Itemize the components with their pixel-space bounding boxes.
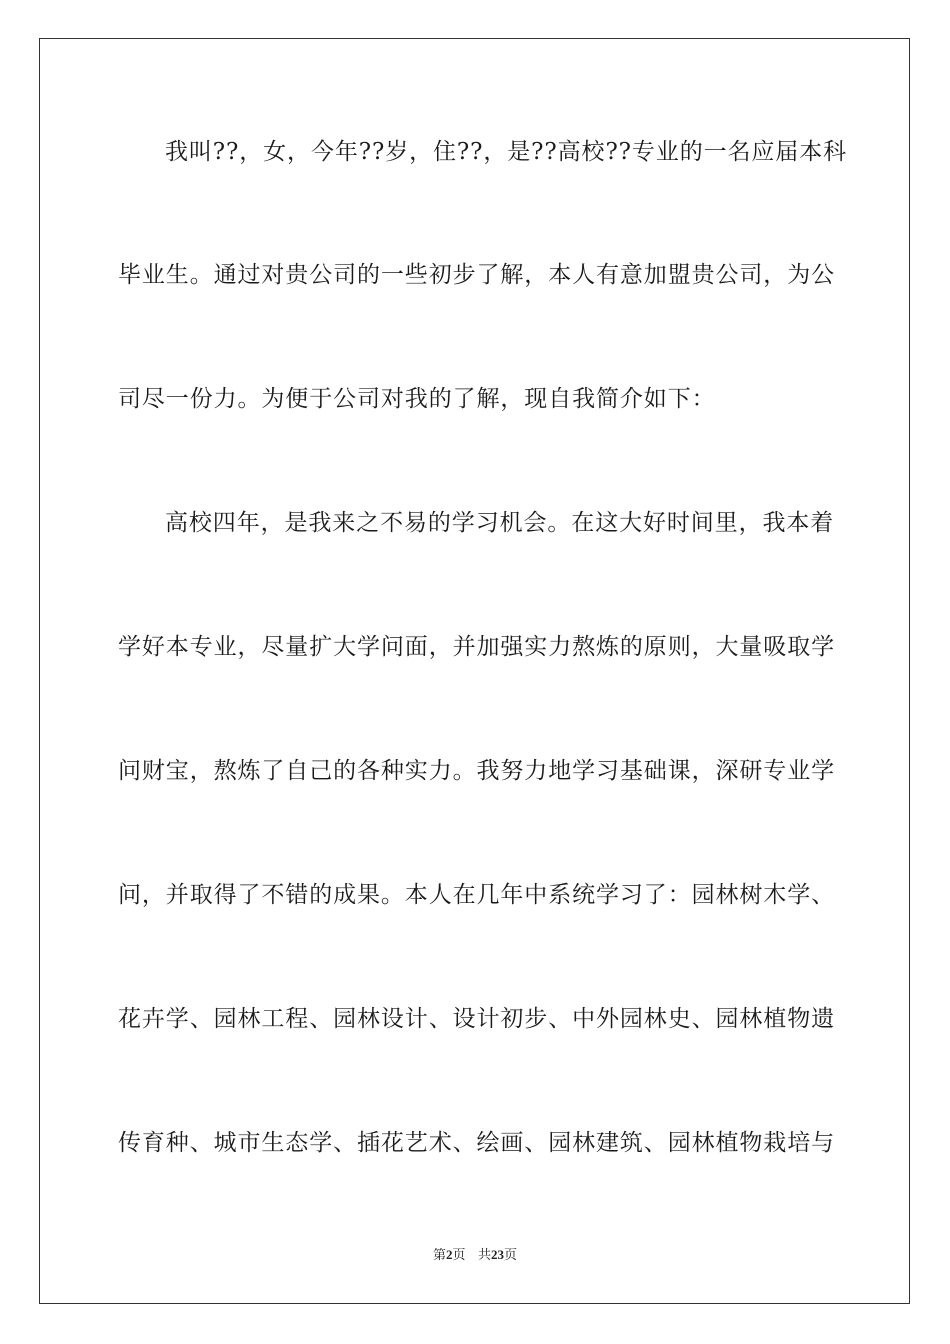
page-footer [0,1246,950,1265]
paragraph-2-line-3: 问财宝，熬炼了自己的各种实力。我努力地学习基础课，深研专业学 [118,758,835,784]
page-prefix: 第 [433,1248,447,1263]
paragraph-1-line-2: 毕业生。通过对贵公司的一些初步了解，本人有意加盟贵公司，为公 [118,262,835,288]
page-suffix: 页 [452,1248,466,1263]
paragraph-2-line-4: 问，并取得了不错的成果。本人在几年中系统学习了：园林树木学、 [118,882,835,908]
total-prefix: 共 [477,1248,491,1263]
paragraph-2-line-1: 高校四年，是我来之不易的学习机会。在这大好时间里，我本着 [165,510,835,536]
paragraph-2-line-5: 花卉学、园林工程、园林设计、设计初步、中外园林史、园林植物遗 [118,1006,835,1032]
paragraph-1-line-1: 我叫??，女，今年??岁，住??，是??高校??专业的一名应届本科 [165,139,848,165]
page-number: 2 [446,1247,453,1262]
total-suffix: 页 [503,1248,517,1263]
total-pages: 23 [490,1247,504,1262]
paragraph-1-line-3: 司尽一份力。为便于公司对我的了解，现自我简介如下： [118,386,716,412]
paragraph-2-line-2: 学好本专业，尽量扩大学问面，并加强实力熬炼的原则，大量吸取学 [118,634,835,660]
paragraph-2-line-6: 传育种、城市生态学、插花艺术、绘画、园林建筑、园林植物栽培与 [118,1130,835,1156]
page-border [39,38,910,1304]
